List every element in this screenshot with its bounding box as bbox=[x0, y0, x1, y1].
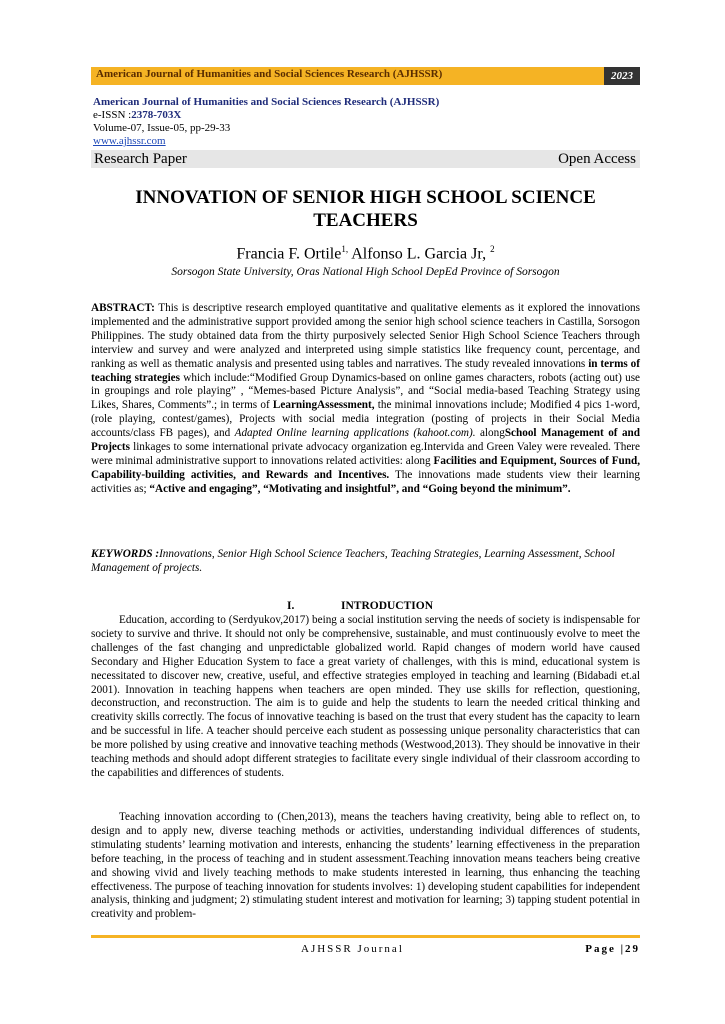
abstract-text: the minimal innovations include; Modified 4 pics 1-word, (role playing, contest/games), Projects with social media integration (posting of projects in their Social Media accounts/class FB pages), and bbox=[91, 399, 640, 440]
paper-title bbox=[91, 186, 640, 232]
year-badge: 2023 bbox=[604, 67, 640, 85]
eissn-label: e-ISSN : bbox=[93, 109, 132, 121]
abstract bbox=[91, 302, 640, 497]
article-type-bar bbox=[91, 150, 640, 168]
journal-band-title: American Journal of Humanities and Social Sciences Research (AJHSSR) bbox=[96, 68, 443, 80]
abstract-text: This is descriptive research employed quantitative and qualitative elements as it explored the innovations implemented and the administrative support provided among the senior high school science teachers in Castilla, Sorsogon Philippines. The study obtained data from the thirty purposively selected Senior High School Science Teachers through interview and survey and were analyzed and interpreted using simple statistics like frequency count, percentage, and ranking as well as thematic analysis and presented using tables and narratives. The study revealed innovations bbox=[91, 302, 640, 370]
abstract-bold: in terms of teaching strategies bbox=[91, 357, 640, 384]
abstract-bold: LearningAssessment, bbox=[272, 399, 375, 412]
authors bbox=[91, 244, 640, 263]
author-2-sup: 2 bbox=[490, 244, 495, 254]
keywords-text: Innovations, Senior High School Science Teachers, Teaching Strategies, Learning Assessment, School Management of projects. bbox=[91, 548, 615, 574]
volume-line: Volume-07, Issue-05, pp-29-33 bbox=[93, 122, 231, 134]
journal-meta bbox=[93, 96, 439, 148]
paragraph-1: Education, according to (Serdyukov,2017) being a social institution serving the needs of society is indispensable for society to survive and thrive. It should not only be comprehensive, sustainable, and must continuously evolve to meet the challenges of the fast changing and unpredictable globalized world. Rapid changes of modern world have caused Secondary and Higher Education System to face a great variety of challenges, with this is mind, educational system is necessitated to discover new, creative, useful, and effective strategies employed in teaching and learning (Bidabadi et.al 2001). Innovation in teaching happens when teachers are open minded. They use skills for reflection, questioning, deconstruction, and reconstruction. The aim is to guide and help the students to learn the needed critical thinking and creativity skills correctly. The focus of innovative teaching is based on the trust that every student has the capacity to learn and be successful in life. A teacher should perceive each student as possessing unique personality characteristics that can be more polished by using creative and innovative teaching methods (Westwood,2013). They should be innovative in their teaching methods and should adopt different strategies to facilitate every single individual of their classroom according to the capabilities and differences of students. bbox=[91, 614, 640, 779]
research-paper-label: Research Paper bbox=[94, 151, 187, 167]
abstract-text: The innovations made students view their learning activities as; bbox=[91, 468, 640, 495]
journal-name: American Journal of Humanities and Social Sciences Research (AJHSSR) bbox=[93, 96, 440, 108]
page-number bbox=[585, 943, 640, 955]
abstract-text: which include:“Modified Group Dynamics-based on online games characters, robots (acting out) use in groupings and role playing” , “Memes-based Picture Analysis”, and “Social media-based Teaching Strategy using Likes, Shares, Comments”.; in terms of bbox=[91, 371, 641, 412]
author-2: Alfonso L. Garcia Jr, bbox=[348, 245, 491, 263]
abstract-label: ABSTRACT: bbox=[91, 302, 155, 314]
author-1-sup: 1, bbox=[341, 244, 349, 254]
affiliation: Sorsogon State University, Oras National High School DepEd Province of Sorsogon bbox=[171, 266, 560, 278]
paper-title-line-2: TEACHERS bbox=[313, 210, 418, 231]
page-value: 29 bbox=[625, 943, 640, 955]
section-title: INTRODUCTION bbox=[341, 600, 434, 612]
abstract-text: linkages to some international private advocacy organization eg.Intervida and Green Valey were revealed. There were minimal administrative support to innovations related activities: along bbox=[91, 441, 640, 467]
eissn-value: 2378-703X bbox=[131, 109, 182, 121]
abstract-bold: School Management of and Projects bbox=[91, 427, 640, 454]
journal-header-band bbox=[91, 67, 640, 85]
keywords bbox=[91, 548, 640, 576]
abstract-bold: Facilities and Equipment, Sources of Fund, Capability-building activities, and Rewards and Incentives. bbox=[91, 454, 640, 481]
abstract-text: along bbox=[475, 427, 505, 440]
website-link[interactable]: www.ajhssr.com bbox=[93, 135, 166, 147]
open-access-label: Open Access bbox=[558, 151, 636, 167]
keywords-label: KEYWORDS : bbox=[91, 548, 160, 560]
section-number: I. bbox=[287, 600, 295, 612]
abstract-bold: “Active and engaging”, “Motivating and insightful”, and “Going beyond the minimum”. bbox=[149, 482, 571, 495]
paragraph-2: Teaching innovation according to (Chen,2013), means the teachers having creativity, being able to reflect on, to design and to apply new, diverse teaching methods or activities, understanding individual differences of students, stimulating students’ learning motivation and interests, enhancing the students’ learning effectiveness in the preparation before teaching, in the process of teaching and in student assessment.Teaching innovation means teachers being creative and showing vivid and lively teaching methods to make students interested in learning, thus enhancing the teaching effectiveness. The purpose of teaching innovation for students involves: 1) developing student capabilities for independent analysis, thinking and judgment; 2) stimulating student interest and motivation for learning; 3) tapping student potential in creativity and problem- bbox=[91, 811, 640, 921]
eissn-line bbox=[93, 109, 439, 122]
paper-title-line-1: INNOVATION OF SENIOR HIGH SCHOOL SCIENCE bbox=[135, 187, 596, 208]
abstract-italic: Adapted Online learning applications (kahoot.com). bbox=[234, 427, 476, 440]
footer-divider bbox=[91, 935, 640, 938]
footer-journal: AJHSSR Journal bbox=[301, 943, 404, 955]
author-1: Francia F. Ortile bbox=[236, 245, 342, 263]
page-label: Page | bbox=[585, 943, 625, 955]
